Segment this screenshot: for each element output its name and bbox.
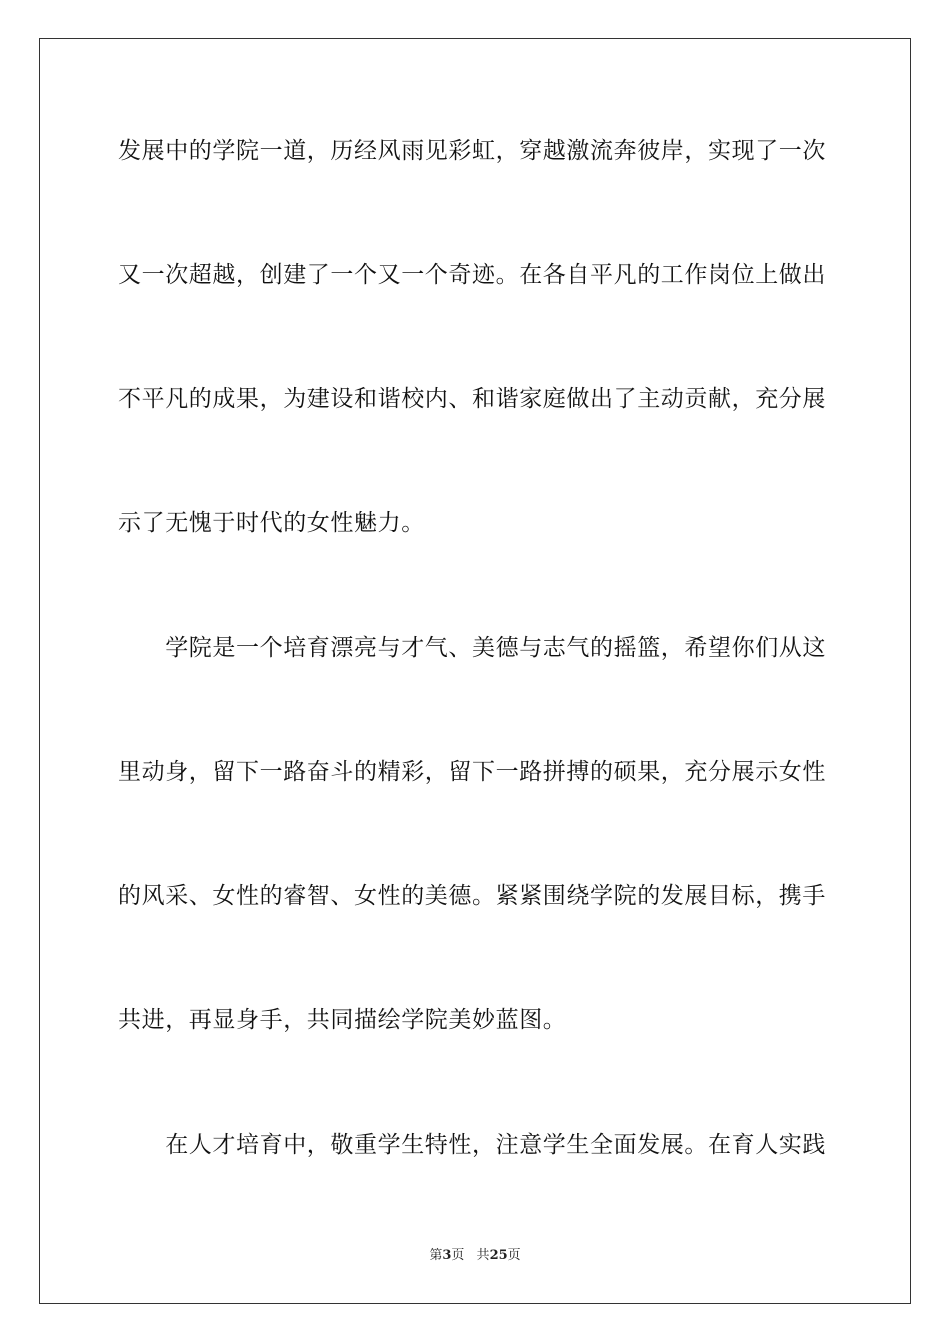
total-pages-indicator: 共25页 [476,1248,521,1263]
current-page-indicator: 第3页 [429,1248,465,1263]
text-line: 的风采、女性的睿智、女性的美德。紧紧围绕学院的发展目标，携手 [118,883,826,909]
text-line: 不平凡的成果，为建设和谐校内、和谐家庭做出了主动贡献，充分展 [118,386,826,412]
text-line: 示了无愧于时代的女性魅力。 [118,510,425,536]
text-line: 共进，再显身手，共同描绘学院美妙蓝图。 [118,1007,567,1033]
text-line: 里动身，留下一路奋斗的精彩，留下一路拼搏的硕果，充分展示女性 [118,759,826,785]
text-line: 在人才培育中，敬重学生特性，注意学生全面发展。在育人实践 [118,1132,826,1158]
page-border [39,38,911,1304]
text-line: 学院是一个培育漂亮与才气、美德与志气的摇篮，希望你们从这 [118,635,826,661]
text-line: 发展中的学院一道，历经风雨见彩虹，穿越激流奔彼岸，实现了一次 [118,138,826,164]
page-footer [0,1247,950,1265]
text-line: 又一次超越，创建了一个又一个奇迹。在各自平凡的工作岗位上做出 [118,262,826,288]
